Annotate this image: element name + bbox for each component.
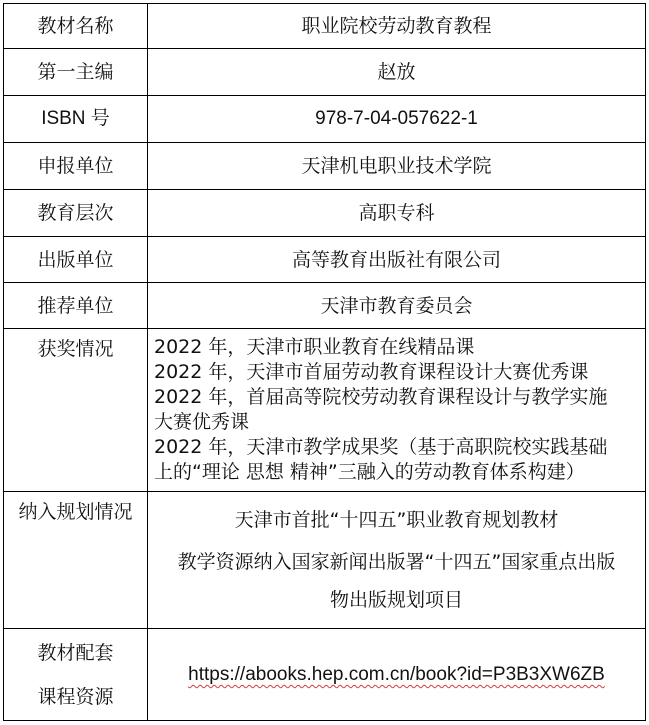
row-label-chief-editor: 第一主编 [4,49,148,96]
row-label-applicant: 申报单位 [4,143,148,190]
table-row [4,190,646,237]
table-row [4,49,646,96]
row-label-education-level: 教育层次 [4,190,148,237]
row-label-isbn: ISBN 号 [4,96,148,143]
award-line: 2022 年，天津市教学成果奖（基于高职院校实践基础 [154,436,608,458]
table-row [4,143,646,190]
table-row [4,283,646,329]
row-value-education-level: 高职专科 [148,190,646,237]
row-value-textbook-name: 职业院校劳动教育教程 [148,4,646,49]
row-value-chief-editor: 赵放 [148,49,646,96]
row-value-recommender: 天津市教育委员会 [148,283,646,329]
textbook-info-table [3,3,646,721]
row-label-course-resources [4,629,148,721]
table-row [4,629,646,721]
row-value-course-resources [148,629,646,721]
plan-line: 教学资源纳入国家新闻出版署“十四五”国家重点出版 [177,550,616,573]
table-row [4,237,646,283]
award-line: 大赛优秀课 [154,411,250,433]
table-row [4,96,646,143]
course-resource-link[interactable]: https://abooks.hep.com.cn/book?id=P3B3XW6ZB [188,664,605,685]
row-value-publisher: 高等教育出版社有限公司 [148,237,646,283]
row-value-awards [148,329,646,492]
table-row [4,492,646,629]
row-label-awards: 获奖情况 [4,329,148,492]
plan-line: 天津市首批“十四五”职业教育规划教材 [234,508,559,531]
resource-label-line: 教材配套 [37,641,114,664]
row-label-textbook-name: 教材名称 [4,4,148,49]
row-label-publisher: 出版单位 [4,237,148,283]
table-row [4,329,646,492]
award-line: 2022 年，天津市首届劳动教育课程设计大赛优秀课 [154,361,589,383]
table-row [4,4,646,49]
plan-line: 物出版规划项目 [329,588,463,611]
row-value-isbn: 978-7-04-057622-1 [148,96,646,143]
row-value-applicant: 天津机电职业技术学院 [148,143,646,190]
row-label-recommender: 推荐单位 [4,283,148,329]
row-value-plan [148,492,646,629]
row-label-plan: 纳入规划情况 [4,492,148,629]
resource-label-line: 课程资源 [37,685,114,708]
award-line: 上的“理论 思想 精神”三融入的劳动教育体系构建） [154,461,585,483]
award-line: 2022 年，天津市职业教育在线精品课 [154,336,475,358]
award-line: 2022 年，首届高等院校劳动教育课程设计与教学实施 [154,386,608,408]
